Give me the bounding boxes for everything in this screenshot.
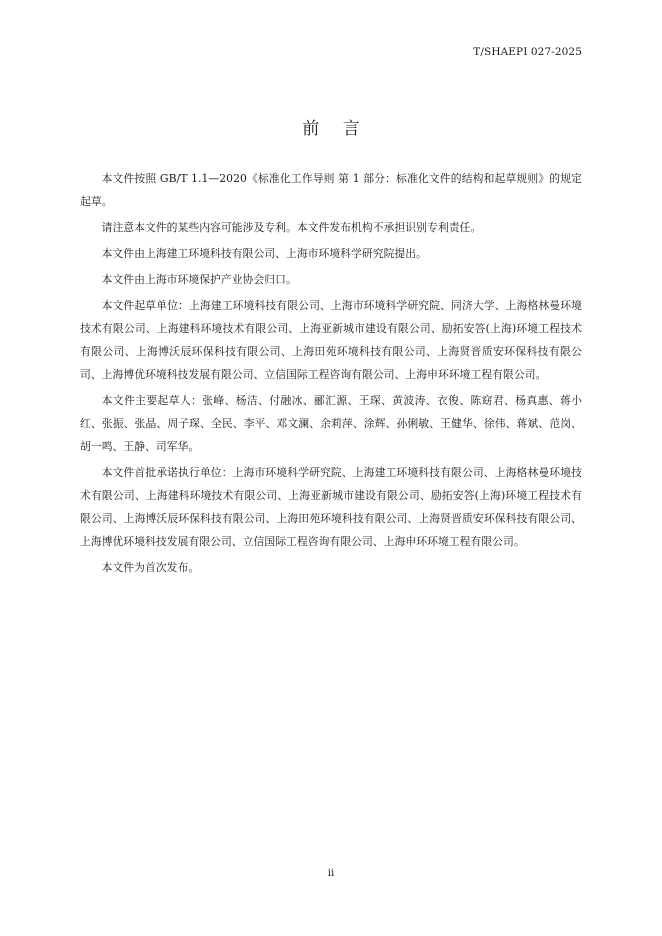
paragraph-implementing-units: 本文件首批承诺执行单位：上海市环境科学研究院、上海建工环境科技有限公司、上海格林曼环境技术有限公司、上海建科环境技术有限公司、上海亚新城市建设有限公司、励拓安答(上海)环境工程技术有限公司、上海博沃辰环保科技有限公司、上海田苑环境科技有限公司、上海贤晋质安环保科技有限公司、上海博优环境科技发展有限公司、立信国际工程咨询有限公司、上海申环环境工程有限公司。 <box>80 466 582 548</box>
paragraph-first-release: 本文件为首次发布。 <box>101 561 200 574</box>
paragraph-administrator: 本文件由上海市环境保护产业协会归口。 <box>101 273 297 286</box>
page-title: 前 言 <box>302 119 369 139</box>
document-code: T/SHAEPI 027-2025 <box>473 46 582 58</box>
paragraph-proposer: 本文件由上海建工环境科技有限公司、上海市环境科学研究院提出。 <box>101 247 427 260</box>
page-number: ii <box>327 868 335 879</box>
paragraph-drafting-units: 本文件起草单位：上海建工环境科技有限公司、上海市环境科学研究院、同济大学、上海格林曼环境技术有限公司、上海建科环境技术有限公司、上海亚新城市建设有限公司、励拓安答(上海)环境工程技术有限公司、上海博沃辰环保科技有限公司、上海田苑环境科技有限公司、上海贤晋质安环保科技有限公司、上海博优环境科技发展有限公司、立信国际工程咨询有限公司、上海申环环境工程有限公司。 <box>80 299 582 381</box>
document-body <box>80 167 582 582</box>
paragraph-drafting-rules: 本文件按照 GB/T 1.1—2020《标准化工作导则 第 1 部分：标准化文件的结构和起草规则》的规定起草。 <box>80 172 582 208</box>
paragraph-patent-notice: 请注意本文件的某些内容可能涉及专利。本文件发布机构不承担识别专利责任。 <box>101 221 482 234</box>
paragraph-drafters: 本文件主要起草人：张峰、杨洁、付融冰、郦汇源、王琛、黄波涛、衣俊、陈窈君、杨真惠、蒋小红、张振、张晶、周子琛、全民、李平、邓文澜、余莉萍、涂辉、孙俐敏、王健华、徐伟、蒋斌、范岗、胡一鸣、王静、司军华。 <box>80 394 582 453</box>
